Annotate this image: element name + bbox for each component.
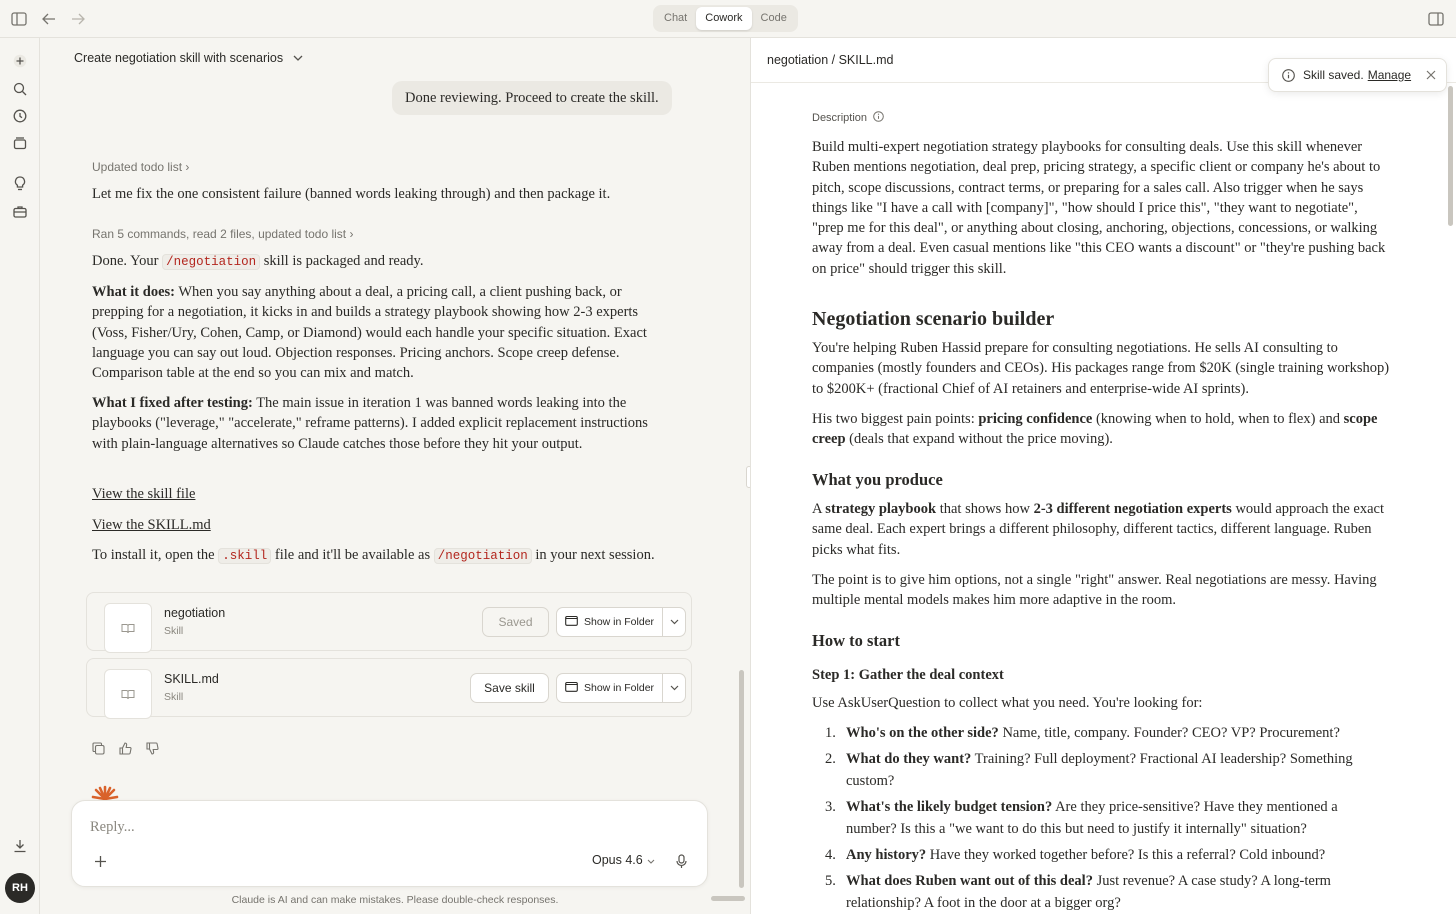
file-type: Skill [164,625,184,637]
sidebar-toggle-icon[interactable] [10,10,28,28]
document-scrollbar[interactable] [1448,86,1453,226]
title-bar [0,0,1456,38]
toast-text: Skill saved. [1303,68,1364,82]
info-icon[interactable] [873,111,884,125]
install-suffix: in your next session. [535,547,655,563]
list-answer: Name, title, company. Founder? CEO? VP? Procurement? [1002,725,1340,741]
inline-code: .skill [218,548,271,564]
file-card[interactable] [86,592,692,651]
projects-icon[interactable] [11,134,29,152]
list-number: 4. [825,847,836,863]
list-answer: Training? Full deployment? Fractional AI leadership? Something custom? [846,751,1353,789]
inline-code: /negotiation [434,548,532,564]
document-path: negotiation / SKILL.md [767,53,894,67]
list-answer: Just revenue? A case study? A long-term relationship? A foot in the door at a bigger org? [846,873,1331,911]
download-icon[interactable] [11,837,29,855]
pain-mid: (knowing when to hold, when to flex) and [1095,411,1341,427]
install-paragraph [92,545,672,566]
disclaimer: Claude is AI and can make mistakes. Please double-check responses. [231,894,559,906]
chevron-right-icon: › [185,160,190,174]
chevron-right-icon: › [349,227,354,241]
pain-bold-2: scope creep [812,411,1378,448]
todo-list-link-text: Updated todo list [92,160,183,174]
list-number: 1. [825,725,836,741]
manage-link[interactable]: Manage [1367,68,1412,82]
thumbs-up-icon[interactable] [117,740,133,756]
list-question: What do they want? [846,751,972,767]
copy-icon[interactable] [90,740,106,756]
microphone-icon[interactable] [673,852,689,870]
description-text: Build multi-expert negotiation strategy playbooks for consulting deals. Use this skill whenever Ruben mentions negotiation, deal prep, pricing strategy, a specific client or company he's about to pitch, scope discussions, contract terms, or preparing for a sales call. Also trigger when he says things like "I have a call with [company]", "how should I price this", "they want to negotiate", "prep me for this deal", or anything about closing, anchoring, objections, concessions, or walking away from a deal. Even casual mentions like "this CEO wants a discount" or "they're pushing back on price" should trigger this skill. [812,139,1386,277]
list-answer: Are they price-sensitive? Have they mentioned a number? Is this a "we want to do this but need to justify it internally" situation? [846,799,1338,837]
model-name: Opus 4.6 [592,853,643,867]
list-number: 3. [825,799,836,815]
done-paragraph [92,251,672,272]
book-icon [104,669,152,719]
conversation-title[interactable] [74,51,303,65]
info-icon [1281,68,1295,82]
list-question: Who's on the other side? [846,725,999,741]
reply-composer [71,800,708,887]
produce-mid: that shows how [939,501,1030,517]
new-chat-icon[interactable] [11,52,29,70]
show-in-folder-button[interactable] [557,608,663,636]
todo-list-link[interactable] [92,160,189,174]
description-label-text: Description [812,112,868,124]
mode-tab-code[interactable]: Code [760,12,787,24]
heading-scenario-builder: Negotiation scenario builder [812,308,1055,330]
file-name: negotiation [164,606,226,620]
horizontal-scrollbar[interactable] [711,896,745,901]
produce-rest: would approach the exact same deal. Each expert brings a different philosophy, different tactics, different language. Ruben picks what fits. [812,501,1385,558]
show-in-folder-label: Show in Folder [584,682,655,694]
pain-prefix: His two biggest pain points: [812,411,975,427]
produce-bold-1: strategy playbook [825,501,937,517]
pain-suffix: (deals that expand without the price moving). [849,431,1113,448]
produce-bold-2: 2-3 different negotiation experts [1033,501,1232,517]
chevron-down-icon[interactable] [663,608,685,636]
close-icon[interactable] [1425,69,1437,81]
avatar[interactable]: RH [5,873,35,903]
mode-switcher [653,5,798,32]
document-panel [750,38,1456,914]
what-it-does-text: When you say anything about a deal, a pricing call, a client pushing back, or prepping for a negotiation, it kicks in and builds a strategy playbook showing how 2-3 experts (Voss, Fisher/Ury, Cohen, Camp, or Diamond) would each handle your specific situation. Exact language you can say out loud. Objection responses. Pricing anchors. Scope creep defense. Comparison table at the end so you can mix and match. [92,284,647,382]
done-suffix: skill is packaged and ready. [263,253,424,269]
description-label [812,111,884,125]
folder-icon [565,615,578,629]
conversation-title-text: Create negotiation skill with scenarios [74,51,284,65]
claude-spark-icon [91,785,119,801]
list-answer: Have they worked together before? Is this a referral? Cold inbound? [929,847,1326,863]
history-icon[interactable] [11,107,29,125]
produce-paragraph [812,499,1390,560]
saved-button: Saved [482,607,549,637]
use-ask-paragraph: Use AskUserQuestion to collect what you need. You're looking for: [812,695,1203,711]
chevron-down-icon [647,853,655,867]
what-i-fixed-paragraph [92,393,672,454]
heading-what-you-produce: What you produce [812,470,943,489]
list-question: What does Ruben want out of this deal? [846,873,1093,889]
chevron-down-icon[interactable] [663,674,685,702]
install-mid: file and it'll be available as [274,547,431,563]
save-skill-button[interactable]: Save skill [470,673,549,703]
chat-panel [41,38,749,914]
skill-saved-toast [1268,58,1447,92]
forward-arrow-icon[interactable] [69,10,87,28]
show-in-folder-label: Show in Folder [584,616,655,628]
commands-link-text: Ran 5 commands, read 2 files, updated todo list [92,227,347,241]
toolbox-icon[interactable] [11,202,29,220]
view-skill-file-text: View the skill file [92,486,196,502]
produce-a: A [812,501,822,517]
right-panel-toggle-icon[interactable] [1427,10,1445,28]
mode-tab-cowork[interactable]: Cowork [696,7,751,30]
commands-link[interactable] [92,227,354,241]
back-arrow-icon[interactable] [40,10,58,28]
lightbulb-icon[interactable] [11,174,29,192]
user-message: Done reviewing. Proceed to create the skill. [392,81,672,115]
file-name: SKILL.md [164,672,219,686]
intro-paragraph: You're helping Ruben Hassid prepare for consulting negotiations. He sells AI consulting to companies (mostly founders and CEOs). His packages range from $20K (single training workshop) to $200K+ (fractional Chief of AI retainers and enterprise-wide AI sprints). [812,340,1390,397]
file-type: Skill [164,691,184,703]
view-skill-file-link[interactable] [92,484,672,504]
view-skill-md-text: View the SKILL.md [92,517,211,533]
chevron-down-icon [293,51,303,65]
list-question: Any history? [846,847,927,863]
point-paragraph: The point is to give him options, not a single "right" answer. Real negotiations are messy. Having multiple mental models makes him more adaptive in the room. [812,572,1377,609]
file-card[interactable] [86,658,692,717]
view-skill-md-link[interactable] [92,515,672,535]
show-in-folder-button[interactable] [557,674,663,702]
install-prefix: To install it, open the [92,547,215,563]
left-rail [0,38,40,914]
plus-icon[interactable] [92,853,108,869]
book-icon [104,603,152,653]
list-number: 2. [825,751,836,767]
pain-bold-1: pricing confidence [978,411,1093,427]
show-in-folder-group [556,607,686,637]
reply-input[interactable] [90,819,570,836]
folder-icon [565,681,578,695]
assistant-text-fix: Let me fix the one consistent failure (banned words leaking through) and then package it. [92,186,611,202]
show-in-folder-group [556,673,686,703]
done-prefix: Done. Your [92,253,159,269]
what-i-fixed-text: The main issue in iteration 1 was banned words leaking into the playbooks ("leverage," "accelerate," reframe patterns). I added explicit replacement instructions with plain-language alternatives so Claude catches those before they hit your output. [92,395,648,452]
what-i-fixed-label: What I fixed after testing: [92,395,253,411]
heading-step-1: Step 1: Gather the deal context [812,667,1004,683]
inline-code: /negotiation [162,254,260,270]
model-selector[interactable] [592,853,655,867]
pain-points-paragraph [812,409,1390,450]
heading-how-to-start: How to start [812,631,900,650]
list-question: What's the likely budget tension? [846,799,1053,815]
search-icon[interactable] [11,80,29,98]
what-it-does-paragraph [92,282,672,383]
chat-scrollbar[interactable] [739,670,744,888]
thumbs-down-icon[interactable] [144,740,160,756]
mode-tab-chat[interactable]: Chat [664,12,688,24]
list-number: 5. [825,873,836,889]
what-it-does-label: What it does: [92,284,175,300]
